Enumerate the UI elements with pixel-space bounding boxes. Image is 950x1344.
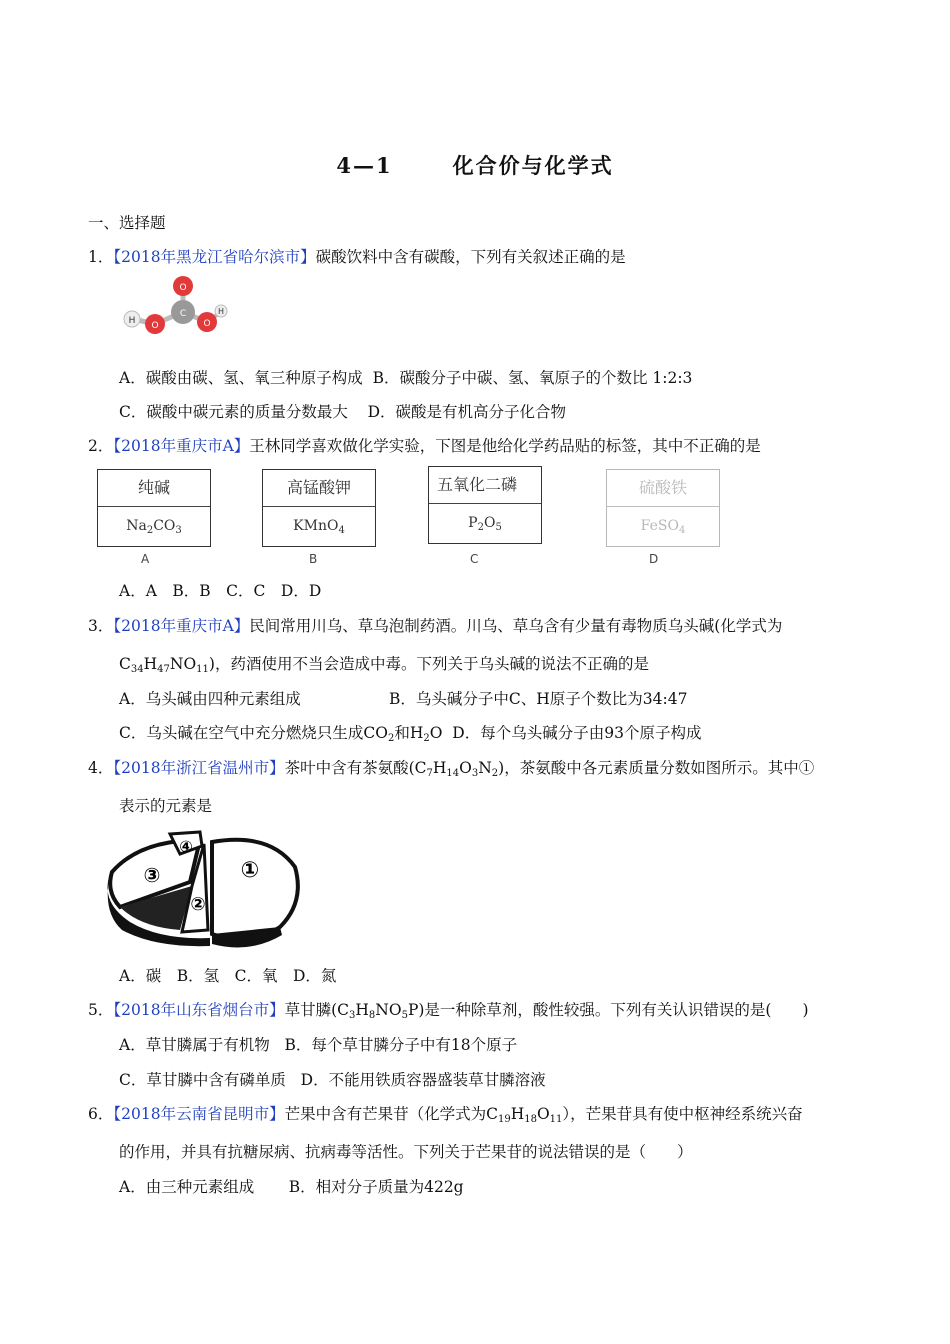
q1-source: 【2018年黑龙江省哈尔滨市】 [113,248,316,266]
q1-option-b: B．碳酸分子中碳、氢、氧原子的个数比 1:2:3 [372,369,693,387]
chemical-label-a [97,469,211,547]
q6-options-row1 [119,1175,464,1197]
c-atom-label: C [179,309,187,319]
q1-options-row2 [119,400,566,422]
h-atom-label: H [128,316,136,326]
chemical-label-d [606,469,720,547]
o-atom-label: O [179,283,187,293]
question-3-stem [88,614,782,636]
q5-source: 【2018年山东省烟台市】 [113,1001,285,1019]
q1-option-c: C．碳酸中碳元素的质量分数最大 [119,403,348,421]
q5-options-row1 [119,1033,517,1055]
label-formula: FeSO$_4$ [640,518,686,536]
q5-option-c: C．草甘膦中含有磷单质 [119,1071,286,1089]
q3-number: 3． [88,617,114,635]
label-name: 高锰酸钾 [263,470,375,507]
question-4-stem-line2: 表示的元素是 [119,797,213,815]
pie-label-3: ③ [143,863,161,887]
question-2-stem [88,434,761,456]
q3-option-a: A．乌头碱由四种元素组成 [119,690,301,708]
q2-text: 王林同学喜欢做化学实验，下图是他给化学药品贴的标签，其中不正确的是 [249,437,761,455]
q1-text: 碳酸饮料中含有碳酸，下列有关叙述正确的是 [315,248,626,266]
tea-amino-acid-pie-figure [100,822,310,952]
q1-option-a: A．碳酸由碳、氢、氧三种原子构成 [119,369,363,387]
q3-option-b: B．乌头碱分子中C、H原子个数比为34:47 [389,690,688,708]
question-4-stem: 4．【2018年浙江省温州市】茶叶中含有茶氨酸$(C_7H_{14}O_3N_2)$，茶氨酸中各元素质量分数如图所示。其中① [88,759,815,779]
q6-source: 【2018年云南省昆明市】 [113,1105,285,1123]
label-formula: $P_2O_5$ [468,515,502,533]
label-formula: $Na_2CO_3$ [126,518,182,536]
label-name: 纯碱 [98,470,210,507]
carbonic-acid-molecule-figure [115,272,235,342]
q5-number: 5． [88,1001,114,1019]
pie-slice-1 [212,840,298,939]
o-atom-label: O [151,321,159,331]
question-5-stem: 5．【2018年山东省烟台市】草甘膦$(C_3H_8NO_5P)$是一种除草剂，酸性较强。下列有关认识错误的是( ) [88,1001,809,1021]
q3-option-d: D．每个乌头碱分子由93个原子构成 [452,724,702,742]
label-name: 五氧化二磷 [429,467,541,504]
q2-options: A．A B．B C．C D．D [119,582,322,600]
chemical-label-c [428,466,542,544]
q1-option-d: D．碳酸是有机高分子化合物 [367,403,567,421]
q5-option-a: A．草甘膦属于有机物 [119,1036,270,1054]
q6-number: 6． [88,1105,114,1123]
q3-text: 民间常用川乌、草乌泡制药酒。川乌、草乌含有少量有毒物质乌头碱(化学式为 [249,617,783,635]
q5-options-row2 [119,1068,546,1090]
q3-source: 【2018年重庆市A】 [113,617,250,635]
label-formula: KMnO$_4$ [293,518,345,536]
o-atom-label: O [203,319,211,329]
label-letter-b: B [309,552,318,566]
label-letter-c: C [470,552,479,566]
question-3-stem-line2: $C_{34}H_{47}NO_{11}$)，药酒使用不当会造成中毒。下列关于乌头碱的说法不正确的是 [119,655,649,675]
label-letter-a: A [141,552,150,566]
title-text: 化合价与化学式 [452,153,614,178]
q2-number: 2． [88,437,114,455]
q3-options-row2 [119,721,701,743]
q2-source: 【2018年重庆市A】 [113,437,250,455]
label-name: 硫酸铁 [607,470,719,507]
q1-number: 1． [88,248,114,266]
q5-option-d: D．不能用铁质容器盛装草甘膦溶液 [300,1071,546,1089]
section-heading: 一、选择题 [88,214,166,232]
q4-number: 4． [88,759,114,777]
pie-label-4: ④ [179,837,193,856]
chemical-label-b [262,469,376,547]
question-6-stem: 6．【2018年云南省昆明市】芒果中含有芒果苷（化学式为$C_{19}H_{18}O_{11}$），芒果苷具有使中枢神经系统兴奋 [88,1105,803,1125]
question-6-stem-line2: 的作用，并具有抗糖尿病、抗病毒等活性。下列关于芒果苷的说法错误的是（ ） [119,1143,693,1161]
q6-option-b: B．相对分子质量为422g [288,1178,464,1196]
page-title [0,150,950,180]
h-atom-label: H [217,307,225,316]
q4-options: A．碳 B．氢 C．氧 D．氮 [119,967,337,985]
pie-label-1: ① [240,858,260,883]
q5-option-b: B．每个草甘膦分子中有18个原子 [284,1036,518,1054]
q4-source: 【2018年浙江省温州市】 [113,759,285,777]
q6-option-a: A．由三种元素组成 [119,1178,255,1196]
title-number: 4—1 [336,153,393,178]
q1-options-row1 [119,366,692,388]
question-1-stem [88,245,626,267]
pie-label-2: ② [190,894,206,915]
q3-option-c: C．乌头碱在空气中充分燃烧只生成$CO_2$和$H_2O$ [119,724,443,744]
label-letter-d: D [649,552,659,566]
